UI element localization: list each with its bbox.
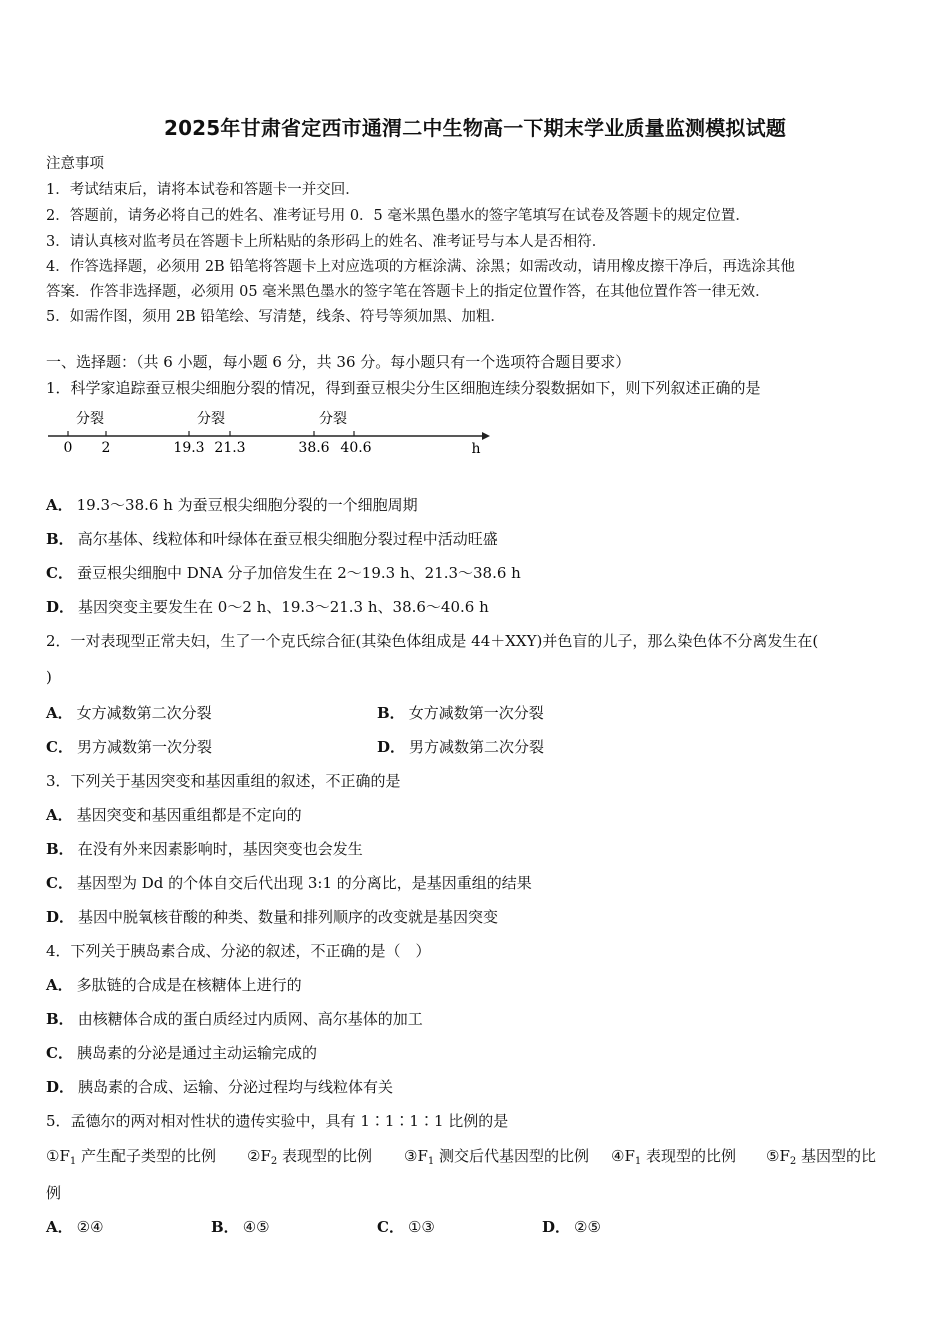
question-1-stem: 1．科学家追踪蚕豆根尖细胞分裂的情况，得到蚕豆根尖分生区细胞连续分裂数据如下，则下列叙述正确的是 (46, 379, 761, 397)
notice-item-2: 2．答题前，请务必将自己的姓名、准考证号用 0．5 毫米黑色墨水的签字笔填写在试卷及答题卡的规定位置． (46, 208, 750, 224)
q3-option-b: B． 在没有外来因素影响时，基因突变也会发生 (46, 840, 363, 858)
q5-item-2: $②F_2$ 表现型的比例 (247, 1147, 373, 1167)
division-label-2: 分裂 (197, 411, 225, 427)
q3-option-a: A． 基因突变和基因重组都是不定向的 (46, 806, 302, 824)
q5-item-4: $④F_1$ 表现型的比例 (611, 1147, 737, 1167)
q5-item-1: $①F_1$ 产生配子类型的比例 (46, 1147, 217, 1167)
division-label-3: 分裂 (319, 411, 347, 427)
q2-option-b: B． 女方减数第一次分裂 (377, 704, 544, 722)
tick-label-0: 0 (63, 440, 73, 456)
q5-option-d: D． ②⑤ (542, 1218, 601, 1236)
q2-option-a: A． 女方减数第二次分裂 (46, 704, 212, 722)
tick-label-21-3: 21.3 (214, 440, 246, 456)
tick-label-38-6: 38.6 (298, 440, 330, 456)
q4-option-c: C． 胰岛素的分泌是通过主动运输完成的 (46, 1044, 317, 1062)
q4-option-a: A． 多肽链的合成是在核糖体上进行的 (46, 976, 302, 994)
question-2-stem-cont: ) (46, 668, 52, 686)
tick-label-40-6: 40.6 (340, 440, 372, 456)
notice-item-4: 4．作答选择题，必须用 2B 铅笔将答题卡上对应选项的方框涂满、涂黑；如需改动，请用橡皮擦干净后，再选涂其他 (46, 259, 795, 275)
section-heading: 一、选择题：（共 6 小题，每小题 6 分，共 36 分。每小题只有一个选项符合题目要求） (46, 353, 631, 371)
tick-label-19-3: 19.3 (173, 440, 205, 456)
q5-item-3: $③F_1$ 测交后代基因型的比例 (404, 1147, 590, 1167)
question-3-stem: 3．下列关于基因突变和基因重组的叙述，不正确的是 (46, 772, 401, 790)
cell-cycle-timeline (44, 404, 494, 462)
q5-item-5: $⑤F_2$ 基因型的比 (766, 1147, 877, 1167)
q4-option-b: B． 由核糖体合成的蛋白质经过内质网、高尔基体的加工 (46, 1010, 423, 1028)
q5-items-cont: 例 (46, 1184, 62, 1202)
question-5-stem: 5．孟德尔的两对相对性状的遗传实验中，具有 1∶1∶1∶1 比例的是 (46, 1112, 509, 1130)
q3-option-c: C． 基因型为 Dd 的个体自交后代出现 3:1 的分离比，是基因重组的结果 (46, 874, 532, 892)
notice-heading: 注意事项 (46, 156, 104, 172)
q2-option-d: D． 男方减数第二次分裂 (377, 738, 545, 756)
notice-item-1: 1．考试结束后，请将本试卷和答题卡一并交回． (46, 182, 360, 198)
timeline-unit: h (471, 441, 481, 457)
q5-option-c: C． ①③ (377, 1218, 435, 1236)
q1-option-b: B． 高尔基体、线粒体和叶绿体在蚕豆根尖细胞分裂过程中活动旺盛 (46, 530, 498, 548)
tick-label-2: 2 (101, 440, 111, 456)
q5-option-b: B． ④⑤ (211, 1218, 270, 1236)
q5-option-a: A． ②④ (46, 1218, 104, 1236)
q3-option-d: D． 基因中脱氧核苷酸的种类、数量和排列顺序的改变就是基因突变 (46, 908, 499, 926)
q1-option-a: A． 19.3～38.6 h 为蚕豆根尖细胞分裂的一个细胞周期 (46, 496, 418, 514)
notice-item-4-cont: 答案．作答非选择题，必须用 05 毫米黑色墨水的签字笔在答题卡上的指定位置作答，在其他位置作答一律无效． (46, 284, 770, 300)
question-2-stem: 2．一对表现型正常夫妇，生了一个克氏综合征(其染色体组成是 44＋XXY)并色盲的儿子，那么染色体不分离发生在( (46, 632, 819, 650)
q2-option-c: C． 男方减数第一次分裂 (46, 738, 212, 756)
question-4-stem: 4．下列关于胰岛素合成、分泌的叙述，不正确的是（ ） (46, 942, 431, 960)
page-title: 2025年甘肃省定西市通渭二中生物高一下期末学业质量监测模拟试题 (163, 116, 787, 140)
division-label-1: 分裂 (76, 411, 104, 427)
q4-option-d: D． 胰岛素的合成、运输、分泌过程均与线粒体有关 (46, 1078, 394, 1096)
notice-item-3: 3．请认真核对监考员在答题卡上所粘贴的条形码上的姓名、准考证号与本人是否相符． (46, 234, 607, 250)
notice-item-5: 5．如需作图，须用 2B 铅笔绘、写清楚，线条、符号等须加黑、加粗． (46, 309, 505, 325)
q1-option-c: C． 蚕豆根尖细胞中 DNA 分子加倍发生在 2～19.3 h、21.3～38.6 h (46, 564, 521, 582)
timeline-arrow (482, 432, 490, 440)
q1-option-d: D． 基因突变主要发生在 0～2 h、19.3～21.3 h、38.6～40.6 h (46, 598, 489, 616)
